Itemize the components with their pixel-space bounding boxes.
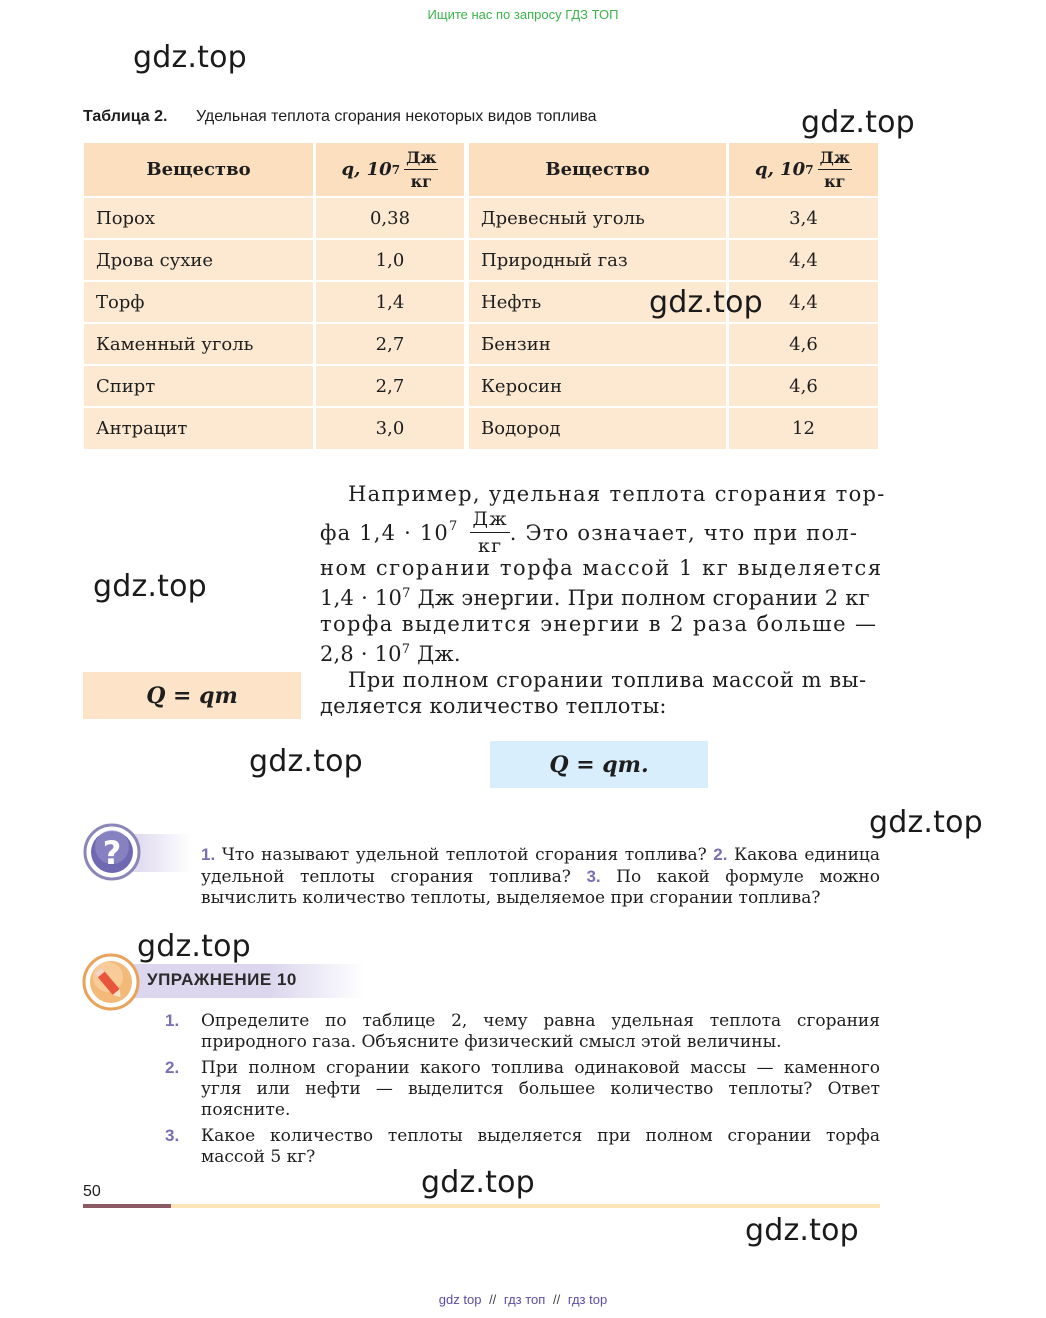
example-paragraph	[320, 481, 886, 719]
exercise-number: 3.	[165, 1126, 180, 1145]
unit-denominator: кг	[478, 535, 503, 557]
table-cell-value: 1,0	[316, 240, 464, 280]
table-header-q	[729, 143, 878, 196]
paragraph-line	[320, 581, 880, 611]
question-number: 2.	[713, 845, 728, 864]
watermark: gdz.top	[137, 929, 251, 964]
exercise-number: 1.	[165, 1011, 180, 1030]
table-header-substance: Вещество	[84, 143, 313, 196]
paragraph-fragment: Дж энергии. При полном сгорании 2 кг	[410, 586, 870, 610]
table-cell-name: Нефть	[469, 282, 726, 322]
footer-link[interactable]: гдз топ	[503, 1292, 546, 1307]
footer-separator: //	[552, 1292, 561, 1307]
table-cell-name: Водород	[469, 408, 726, 449]
watermark: gdz.top	[745, 1213, 859, 1248]
table-cell-name: Антрацит	[84, 408, 313, 449]
exercise-item	[165, 1011, 880, 1053]
side-formula: Q = qm	[83, 672, 301, 719]
unit-numerator: Дж	[470, 510, 509, 533]
q-exponent: 7	[391, 162, 401, 177]
paragraph-line: ном сгорании торфа массой 1 кг выделяется	[320, 556, 883, 580]
table-cell-name: Спирт	[84, 366, 313, 406]
watermark: gdz.top	[649, 285, 763, 320]
watermark: gdz.top	[801, 105, 915, 140]
table-caption-text: Удельная теплота сгорания некоторых видов топлива	[195, 108, 597, 125]
paragraph-fragment: фа 1,4 · 10	[320, 521, 449, 545]
formula-box: Q = qm.	[490, 741, 708, 788]
watermark: gdz.top	[249, 744, 363, 779]
table-caption	[83, 108, 597, 126]
table-cell-name: Порох	[84, 198, 313, 238]
footer-separator: //	[489, 1292, 497, 1307]
exercise-number: 2.	[165, 1058, 180, 1077]
watermark: gdz.top	[421, 1165, 535, 1200]
paragraph-fragment: 1,4 · 10	[320, 586, 403, 610]
question-text: Какова единица удельной теплоты сгорания топлива?	[201, 845, 880, 887]
exercise-title: УПРАЖНЕНИЕ 10	[147, 970, 297, 989]
question-number: 1.	[201, 845, 216, 864]
table-cell-name: Природный газ	[469, 240, 726, 280]
table-cell-value: 2,7	[316, 324, 464, 364]
exponent: 7	[402, 586, 411, 601]
table-cell-name: Древесный уголь	[469, 198, 726, 238]
unit-numerator: Дж	[404, 150, 438, 170]
footer-bar	[171, 1204, 880, 1208]
exercise-text: При полном сгорании какого топлива одинаковой массы — каменного угля или нефти — выделится большее количество теплоты? Ответ поясните.	[201, 1058, 880, 1120]
table-cell-value: 12	[729, 408, 878, 449]
table-cell-name: Дрова сухие	[84, 240, 313, 280]
q-label: q, 10	[341, 159, 392, 180]
paragraph-line: деляется количество теплоты:	[320, 694, 667, 718]
paragraph-line: торфа выделится энергии в 2 раза больше —	[320, 612, 878, 636]
paragraph-fragment: Дж.	[410, 642, 461, 666]
table-cell-name: Торф	[84, 282, 313, 322]
exponent: 7	[448, 519, 459, 534]
question-text: По какой формуле можно вычислить количество теплоты, выделяемое при сгорании топлива?	[201, 867, 880, 908]
page-number: 50	[83, 1183, 101, 1200]
unit-denominator: кг	[410, 171, 432, 191]
paragraph-fragment: 2,8 · 10	[320, 642, 402, 666]
exponent: 7	[401, 642, 411, 657]
exercise-text: Какое количество теплоты выделяется при полном сгорании торфа массой 5 кг?	[201, 1126, 880, 1167]
table-cell-value: 4,4	[729, 240, 878, 280]
question-text: Что называют удельной теплотой сгорания топлива?	[215, 845, 714, 865]
paragraph-line: При полном сгорании топлива массой m вы-	[348, 668, 867, 692]
table-cell-value: 3,4	[729, 198, 878, 238]
watermark: gdz.top	[133, 40, 247, 75]
table-cell-value: 2,7	[316, 366, 464, 406]
pencil-icon	[82, 953, 140, 1011]
table-cell-value: 4,6	[729, 366, 878, 406]
exercise-list	[165, 1011, 880, 1168]
table-cell-value: 1,4	[316, 282, 464, 322]
table-cell-name: Каменный уголь	[84, 324, 313, 364]
paragraph-fragment: . Это означает, что при пол-	[509, 521, 859, 545]
table-cell-name: Керосин	[469, 366, 726, 406]
paragraph-line: Например, удельная теплота сгорания тор-	[348, 482, 886, 506]
unit-denominator: кг	[824, 171, 846, 191]
table-cell-name: Бензин	[469, 324, 726, 364]
unit-numerator: Дж	[818, 150, 852, 170]
q-label: q, 10	[755, 159, 806, 180]
review-questions	[201, 844, 880, 909]
question-number: 3.	[586, 867, 601, 886]
table-caption-label: Таблица 2.	[83, 108, 168, 125]
top-banner[interactable]: Ищите нас по запросу ГДЗ ТОП	[427, 7, 619, 22]
footer-bar-accent	[83, 1204, 171, 1208]
q-exponent: 7	[805, 162, 814, 177]
svg-text:?: ?	[102, 834, 122, 872]
footer-links	[0, 1292, 1046, 1307]
footer-link[interactable]: gdz top	[438, 1292, 482, 1307]
table-header-q	[316, 143, 464, 196]
question-icon	[83, 823, 141, 881]
exercise-text: Определите по таблице 2, чему равна удельная теплота сгорания природного газа. Объясните физический смысл этой величины.	[201, 1011, 880, 1052]
table-cell-value: 4,6	[729, 324, 878, 364]
exercise-item	[165, 1126, 880, 1168]
table-cell-value: 3,0	[316, 408, 464, 449]
exercise-item	[165, 1058, 880, 1121]
paragraph-line	[320, 508, 880, 557]
footer-link[interactable]: гдз top	[567, 1292, 608, 1307]
table-cell-value: 0,38	[316, 198, 464, 238]
watermark: gdz.top	[869, 805, 983, 840]
table-cell-value: 4,4	[729, 282, 878, 322]
paragraph-line	[320, 637, 880, 667]
watermark: gdz.top	[93, 569, 207, 604]
table-header-substance: Вещество	[469, 143, 726, 196]
